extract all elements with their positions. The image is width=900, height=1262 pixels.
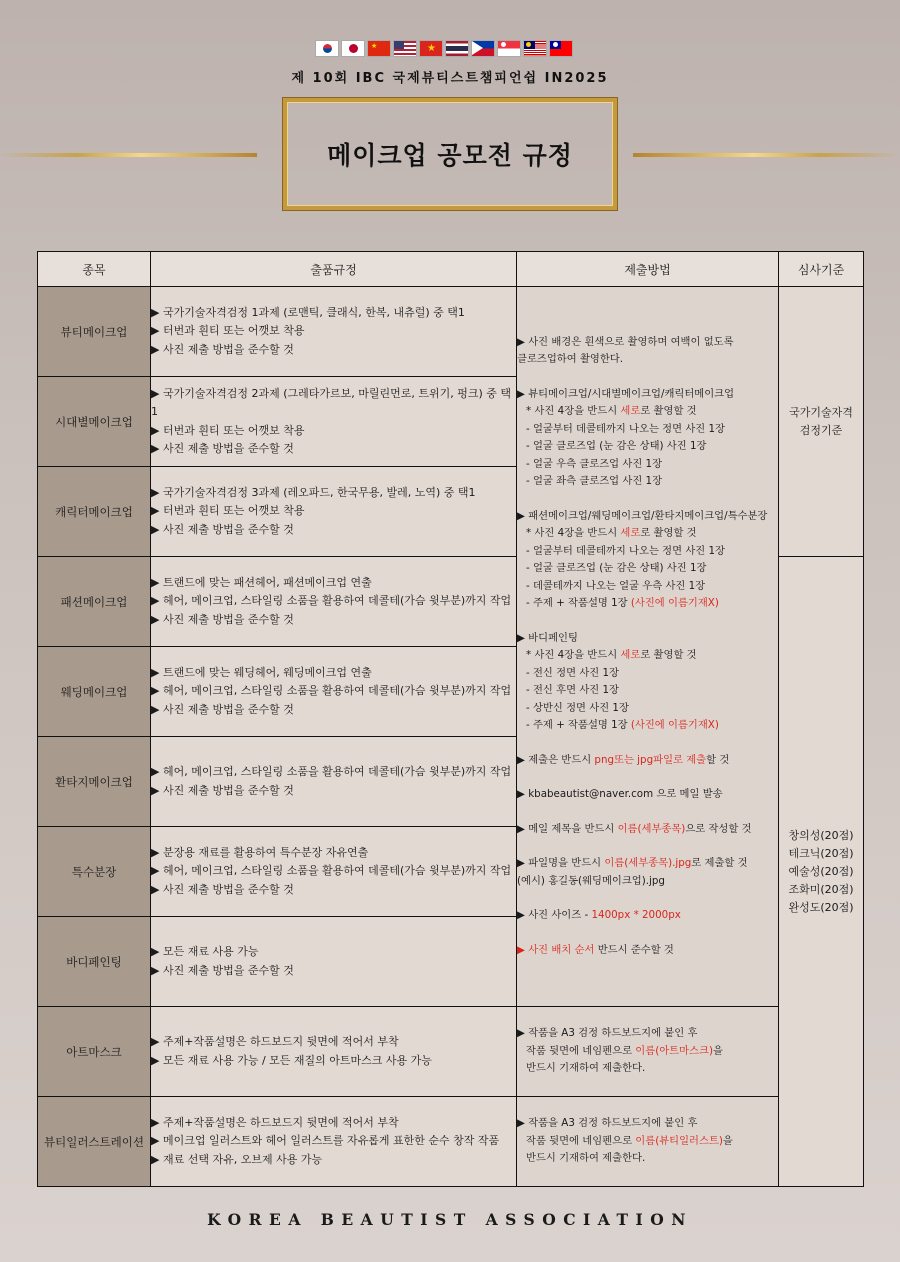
korea-flag-icon [315, 40, 339, 57]
header-category: 종목 [38, 252, 151, 287]
judging-line: 테크닉(20점) [788, 846, 854, 860]
usa-flag-icon [393, 40, 417, 57]
method-line [517, 855, 778, 873]
method-line [517, 821, 778, 839]
header-judging: 심사기준 [779, 252, 864, 287]
gold-line-right [633, 153, 900, 157]
artmask-method-cell [517, 1007, 779, 1097]
judging-line: 검정기준 [799, 423, 843, 437]
table-row [38, 1007, 864, 1097]
method-line [517, 403, 778, 421]
method-text: ▶ 파일명을 반드시 [517, 857, 605, 870]
method-line: (예시) 홍길동(웨딩메이크업).jpg [517, 874, 665, 887]
china-flag-icon: ★ [367, 40, 391, 57]
method-line: - 얼굴 클로즈업 (눈 감은 상태) 사진 1장 [526, 440, 707, 453]
method-line: - 얼굴 클로즈업 (눈 감은 상태) 사진 1장 [526, 562, 707, 575]
judging-criteria-score [779, 557, 864, 1187]
method-text: - 주제 + 작품설명 1장 [526, 719, 631, 732]
rules-cell [151, 917, 517, 1007]
rule-line: ▶ 트랜드에 맞는 웨딩헤어, 웨딩메이크업 연출 [151, 665, 372, 679]
judging-line: 국가기술자격 [789, 405, 853, 419]
method-highlight: 이름(세부종목) [617, 822, 686, 835]
method-highlight: 이름(세부종목).jpg [604, 857, 692, 870]
method-text: 로 촬영할 것 [640, 527, 697, 540]
rule-line: ▶ 터번과 흰티 또는 어깻보 착용 [151, 324, 305, 338]
rules-cell [151, 1007, 517, 1097]
method-line: - 얼굴 좌측 클로즈업 사진 1장 [526, 475, 663, 488]
category-cell: 캐릭터메이크업 [38, 467, 151, 557]
method-text: 으로 작성할 것 [685, 822, 752, 835]
rule-line: ▶ 트랜드에 맞는 패션헤어, 패션메이크업 연출 [151, 575, 372, 589]
method-line [517, 647, 778, 665]
rules-cell [151, 737, 517, 827]
judging-line: 예술성(20점) [788, 864, 854, 878]
method-highlight: 이름(뷰티일러스트) [635, 1134, 723, 1147]
judging-line: 조화미(20점) [788, 882, 854, 896]
method-text: ▶ 제출은 반드시 [517, 753, 595, 766]
rule-line: ▶ 헤어, 메이크업, 스타일링 소품을 활용하여 데콜테(가슴 윗부분)까지 작업 [151, 864, 512, 878]
method-highlight: 이름(아트마스크) [635, 1044, 713, 1057]
rule-line: ▶ 터번과 흰티 또는 어깻보 착용 [151, 504, 305, 518]
method-line: 반드시 기재하여 제출한다. [526, 1152, 646, 1165]
method-line: - 얼굴부터 데콜테까지 나오는 정면 사진 1장 [526, 422, 725, 435]
method-text: 로 촬영할 것 [640, 405, 697, 418]
method-text: 할 것 [706, 753, 730, 766]
method-highlight: (사진에 이름기재X) [630, 719, 719, 732]
illustration-method-cell [517, 1097, 779, 1187]
method-line: - 얼굴 우측 클로즈업 사진 1장 [526, 457, 663, 470]
gold-line-left [0, 153, 257, 157]
method-text: 을 [712, 1044, 723, 1057]
method-highlight: 세로 [620, 405, 641, 418]
thailand-flag-icon [445, 40, 469, 57]
category-cell: 시대별메이크업 [38, 377, 151, 467]
method-highlight: 1400px * 2000px [591, 909, 681, 922]
method-highlight: 세로 [620, 527, 641, 540]
method-line [517, 942, 778, 960]
rules-cell [151, 647, 517, 737]
method-line: ▶ 작품을 A3 검정 하드보드지에 붙인 후 [517, 1027, 698, 1040]
method-text: 작품 뒷면에 네임펜으로 [526, 1134, 636, 1147]
rule-line: ▶ 국가기술자격검정 2과제 (그레타가르보, 마릴린먼로, 트위기, 펑크) 중 택1 [151, 386, 512, 418]
category-cell: 패션메이크업 [38, 557, 151, 647]
method-text: 로 촬영할 것 [640, 649, 697, 662]
rule-line: ▶ 모든 재료 사용 가능 [151, 945, 259, 958]
method-line [517, 1133, 778, 1151]
title-frame [283, 98, 617, 210]
rules-table [37, 251, 864, 1187]
method-highlight: 사진 배치 순서 [528, 943, 595, 956]
category-cell: 뷰티일러스트레이션 [38, 1097, 151, 1187]
method-line: - 전신 정면 사진 1장 [526, 666, 619, 679]
method-highlight: (사진에 이름기재X) [630, 597, 719, 610]
rule-line: ▶ 재료 선택 자유, 오브제 사용 가능 [151, 1152, 323, 1166]
rule-line: ▶ 헤어, 메이크업, 스타일링 소품을 활용하여 데콜테(가슴 윗부분)까지 작업 [151, 594, 512, 608]
country-flags [315, 40, 573, 57]
malaysia-flag-icon [523, 40, 547, 57]
method-line: 반드시 기재하여 제출한다. [526, 1062, 646, 1075]
taiwan-flag-icon [549, 40, 573, 57]
category-cell: 바디페인팅 [38, 917, 151, 1007]
method-text: 을 [722, 1134, 733, 1147]
method-text: * 사진 4장을 반드시 [526, 527, 621, 540]
method-group-title: ▶ 패션메이크업/웨딩메이크업/환타지메이크업/특수분장 [517, 509, 768, 522]
header-rules: 출품규정 [151, 252, 517, 287]
method-line: ▶ 사진 배경은 흰색으로 촬영하며 여백이 없도록 [517, 335, 734, 348]
rule-line: ▶ 사진 제출 방법을 준수할 것 [151, 522, 294, 536]
method-text: 반드시 준수할 것 [594, 943, 674, 956]
rule-line: ▶ 헤어, 메이크업, 스타일링 소품을 활용하여 데콜테(가슴 윗부분)까지 작업 [151, 684, 512, 698]
rule-line: ▶ 사진 제출 방법을 준수할 것 [151, 342, 294, 356]
rule-line: ▶ 국가기술자격검정 1과제 (로맨틱, 클래식, 한복, 내츄럴) 중 택1 [151, 305, 465, 319]
category-cell: 뷰티메이크업 [38, 287, 151, 377]
rules-cell [151, 827, 517, 917]
rule-line: ▶ 사진 제출 방법을 준수할 것 [151, 882, 294, 896]
method-text: * 사진 4장을 반드시 [526, 649, 621, 662]
method-text: 로 제출할 것 [691, 857, 748, 870]
table-row [38, 287, 864, 377]
event-subtitle: 제 10회 IBC 국제뷰티스트챔피언쉽 IN2025 [291, 71, 609, 86]
rule-line: ▶ 사진 제출 방법을 준수할 것 [151, 783, 294, 797]
method-text: 작품 뒷면에 네임펜으로 [526, 1044, 636, 1057]
rule-line: ▶ 사진 제출 방법을 준수할 것 [151, 702, 294, 716]
rule-line: ▶ 주제+작품설명은 하드보드지 뒷면에 적어서 부착 [151, 1035, 399, 1048]
method-line [517, 1043, 778, 1061]
rules-cell [151, 557, 517, 647]
method-text: - 주제 + 작품설명 1장 [526, 597, 631, 610]
method-highlight: ▶ [517, 943, 529, 956]
method-line [517, 907, 778, 925]
rule-line: ▶ 사진 제출 방법을 준수할 것 [151, 612, 294, 626]
table-row [38, 1097, 864, 1187]
method-text: * 사진 4장을 반드시 [526, 405, 621, 418]
rules-cell [151, 377, 517, 467]
rules-cell [151, 467, 517, 557]
footer-association: KOREA BEAUTIST ASSOCIATION [207, 1210, 693, 1229]
judging-line: 완성도(20점) [788, 900, 854, 914]
method-line: - 데콜테까지 나오는 얼굴 우측 사진 1장 [526, 579, 706, 592]
category-cell: 아트마스크 [38, 1007, 151, 1097]
method-line [517, 525, 778, 543]
method-line: 클로즈업하여 촬영한다. [517, 353, 624, 366]
method-line [517, 595, 778, 613]
method-line [517, 717, 778, 735]
rule-line: ▶ 헤어, 메이크업, 스타일링 소품을 활용하여 데콜테(가슴 윗부분)까지 작업 [151, 765, 512, 778]
method-text: ▶ 사진 사이즈 - [517, 909, 592, 922]
rule-line: ▶ 분장용 재료를 활용하여 특수분장 자유연출 [151, 845, 369, 859]
judging-line: 창의성(20점) [788, 828, 854, 842]
category-cell: 환타지메이크업 [38, 737, 151, 827]
submission-method-cell [517, 287, 779, 1007]
method-line: - 얼굴부터 데콜테까지 나오는 정면 사진 1장 [526, 544, 725, 557]
rule-line: ▶ 메이크업 일러스트와 헤어 일러스트를 자유롭게 표한한 순수 창작 작품 [151, 1134, 500, 1148]
singapore-flag-icon [497, 40, 521, 57]
japan-flag-icon [341, 40, 365, 57]
method-email-line: ▶ kbabeautist@naver.com 으로 메일 발송 [517, 788, 723, 801]
table-header-row [38, 252, 864, 287]
rules-cell [151, 1097, 517, 1187]
method-line: - 상반신 정면 사진 1장 [526, 701, 629, 714]
category-cell: 웨딩메이크업 [38, 647, 151, 737]
method-line: ▶ 작품을 A3 검정 하드보드지에 붙인 후 [517, 1117, 698, 1130]
category-cell: 특수분장 [38, 827, 151, 917]
judging-criteria-national [779, 287, 864, 557]
method-highlight: png또는 jpg파일로 제출 [594, 753, 707, 766]
vietnam-flag-icon: ★ [419, 40, 443, 57]
rule-line: ▶ 주제+작품설명은 하드보드지 뒷면에 적어서 부착 [151, 1115, 399, 1129]
rule-line: ▶ 터번과 흰티 또는 어깻보 착용 [151, 423, 305, 437]
method-group-title: ▶ 바디페인팅 [517, 631, 578, 644]
method-highlight: 세로 [620, 649, 641, 662]
philippines-flag-icon [471, 40, 495, 57]
rules-cell [151, 287, 517, 377]
method-group-title: ▶ 뷰티메이크업/시대별메이크업/캐릭터메이크업 [517, 387, 735, 400]
header-method: 제출방법 [517, 252, 779, 287]
rule-line: ▶ 사진 제출 방법을 준수할 것 [151, 963, 294, 977]
method-line [517, 752, 778, 770]
rule-line: ▶ 국가기술자격검정 3과제 (레오파드, 한국무용, 발레, 노역) 중 택1 [151, 485, 476, 499]
rule-line: ▶ 사진 제출 방법을 준수할 것 [151, 442, 294, 455]
method-text: ▶ 메일 제목을 반드시 [517, 822, 618, 835]
page-title: 메이크업 공모전 규정 [327, 141, 573, 170]
method-line: - 전신 후면 사진 1장 [526, 684, 619, 697]
rule-line: ▶ 모든 재료 사용 가능 / 모든 재질의 아트마스크 사용 가능 [151, 1053, 432, 1067]
